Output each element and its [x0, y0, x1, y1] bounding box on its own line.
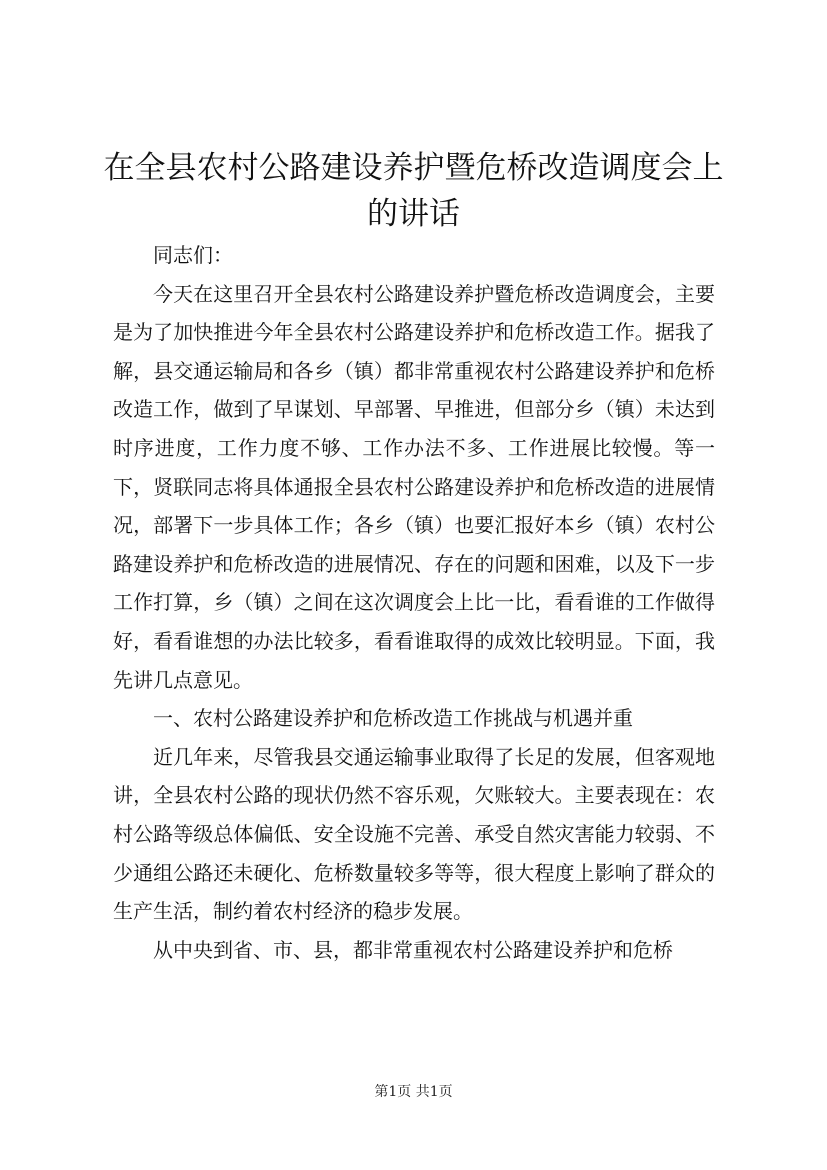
- paragraph-support: 从中央到省、市、县，都非常重视农村公路建设养护和危桥: [153, 937, 673, 962]
- paragraph-intro: 今天在这里召开全县农村公路建设养护暨危桥改造调度会，主要是为了加快推进今年全县农村公路建设养护和危桥改造工作。据我了解，县交通运输局和各乡（镇）都非常重视农村公路建设养护和危桥改造工作，做到了早谋划、早部署、早推进，但部分乡（镇）未达到时序进度，工作力度不够、工作办法不多、工作进展比较慢。等一下，贤联同志将具体通报全县农村公路建设养护和危桥改造的进展情况，部署下一步具体工作；各乡（镇）也要汇报好本乡（镇）农村公路建设养护和危桥改造的进展情况、存在的问题和困难，以及下一步工作打算，乡（镇）之间在这次调度会上比一比，看看谁的工作做得好，看看谁想的办法比较多，看看谁取得的成效比较明显。下面，我先讲几点意见。: [113, 281, 715, 692]
- paragraph-current-status: 近几年来，尽管我县交通运输事业取得了长足的发展，但客观地讲，全县农村公路的现状仍然不容乐观，欠账较大。主要表现在：农村公路等级总体偏低、安全设施不完善、承受自然灾害能力较弱、不少通组公路还未硬化、危桥数量较多等等，很大程度上影响了群众的生产生活，制约着农村经济的稳步发展。: [113, 744, 715, 924]
- document-title: 在全县农村公路建设养护暨危桥改造调度会上的讲话: [103, 150, 724, 232]
- salutation: 同志们：: [153, 243, 233, 267]
- document-body: [113, 236, 715, 969]
- page-number-footer: 第1页 共1页: [374, 1084, 453, 1100]
- section-heading-1: 一、农村公路建设养护和危桥改造工作挑战与机遇并重: [153, 706, 633, 731]
